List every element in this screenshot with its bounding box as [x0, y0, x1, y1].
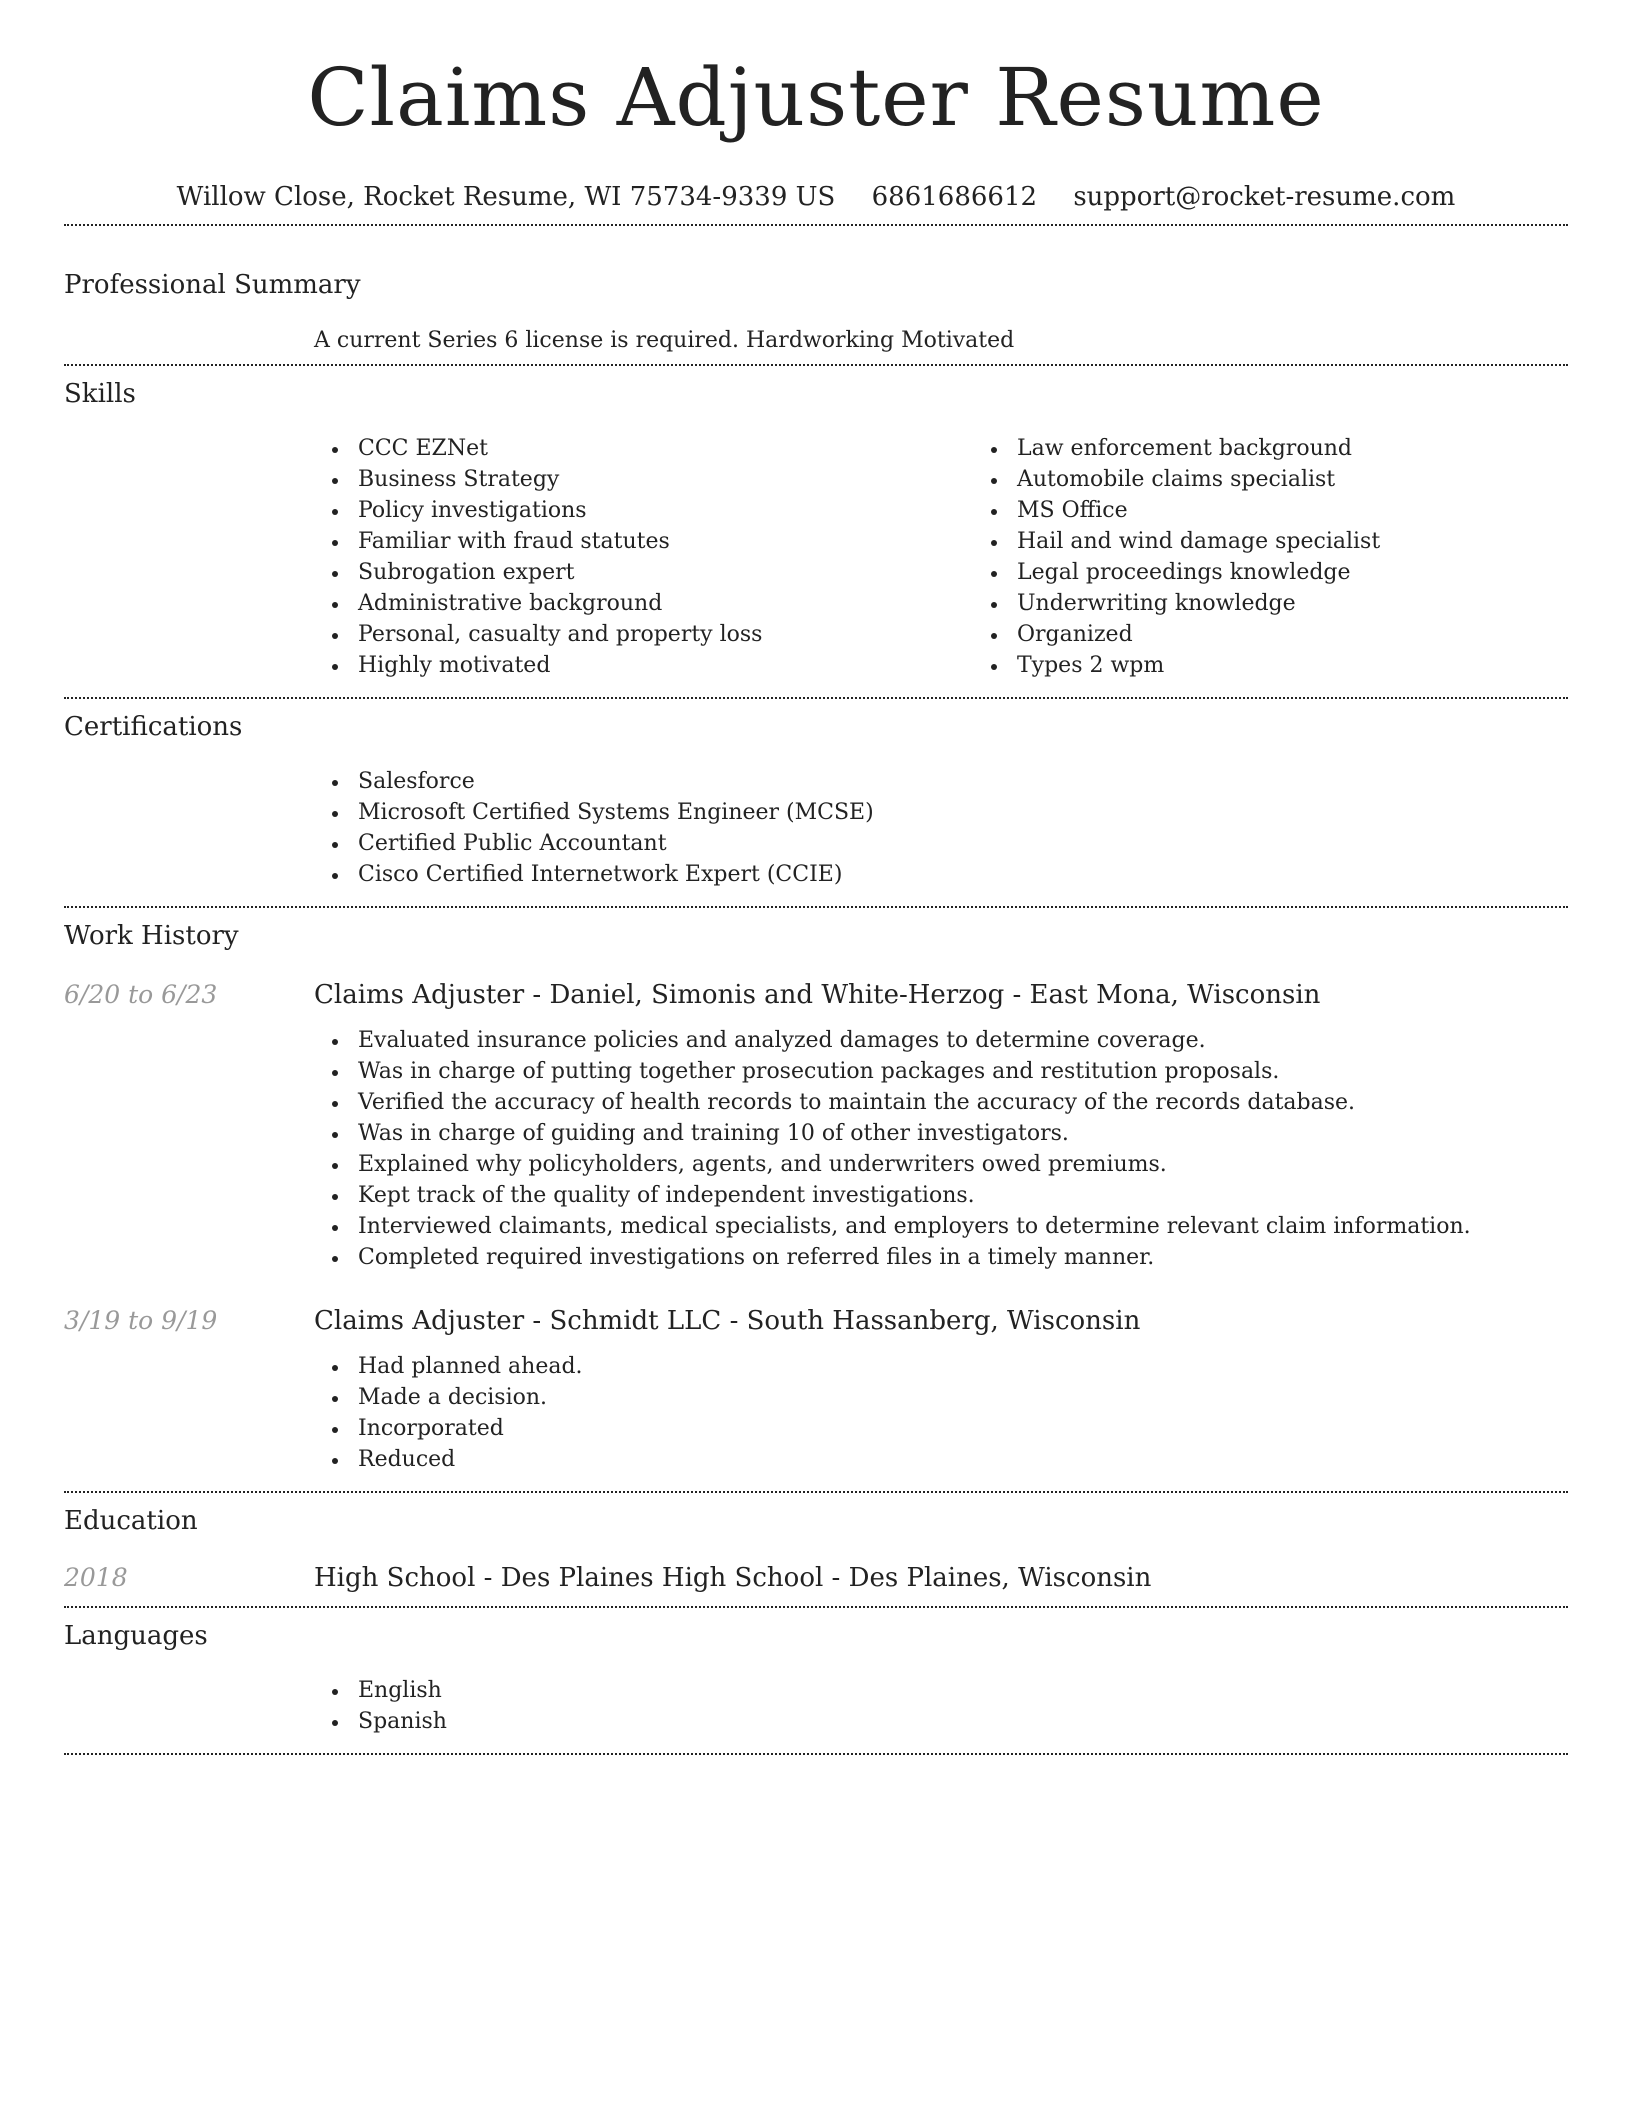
languages-list	[314, 1675, 1568, 1737]
job-heading	[314, 1305, 1568, 1337]
job-employer-location: - Schmidt LLC - South Hassanberg, Wisconsin	[524, 1306, 1141, 1336]
skill-item: Legal proceedings knowledge	[1017, 557, 1632, 588]
job-bullet: Explained why policyholders, agents, and underwriters owed premiums.	[358, 1149, 1568, 1180]
job-bullet: Was in charge of guiding and training 10 of other investigators.	[358, 1118, 1568, 1149]
skill-item: Automobile claims specialist	[1017, 464, 1632, 495]
certification-item: Certified Public Accountant	[358, 828, 1568, 859]
education-degree: High School	[314, 1563, 476, 1593]
skill-item: Administrative background	[358, 588, 973, 619]
job-entry	[64, 979, 1568, 1273]
skill-item: CCC EZNet	[358, 433, 973, 464]
summary-left-spacer	[64, 328, 314, 360]
job-bullet: Had planned ahead.	[358, 1351, 1568, 1382]
skill-item: Organized	[1017, 619, 1632, 650]
job-dates: 3/19 to 9/19	[64, 1306, 218, 1335]
section-heading: Skills	[64, 379, 136, 409]
skills-list-right	[973, 433, 1632, 681]
skill-item: Underwriting knowledge	[1017, 588, 1632, 619]
job-employer-location: - Daniel, Simonis and White-Herzog - East Mona, Wisconsin	[524, 980, 1321, 1010]
job-bullet: Interviewed claimants, medical specialists, and employers to determine relevant claim information.	[358, 1211, 1568, 1242]
job-title: Claims Adjuster	[314, 1306, 525, 1336]
job-bullet: Completed required investigations on referred files in a timely manner.	[358, 1242, 1568, 1273]
skill-item: MS Office	[1017, 495, 1632, 526]
language-item: Spanish	[358, 1706, 1568, 1737]
skill-item: Types 2 wpm	[1017, 650, 1632, 681]
contact-line	[64, 184, 1568, 224]
education-school: - Des Plaines High School - Des Plaines, Wisconsin	[475, 1563, 1152, 1593]
job-title: Claims Adjuster	[314, 980, 525, 1010]
job-bullet: Incorporated	[358, 1413, 1568, 1444]
job-bullet-list	[314, 1025, 1568, 1273]
languages-row	[64, 1675, 1568, 1737]
job-bullet: Made a decision.	[358, 1382, 1568, 1413]
job-bullet: Reduced	[358, 1444, 1568, 1475]
skills-row	[64, 433, 1568, 681]
job-entry	[64, 1305, 1568, 1475]
languages-section	[64, 1608, 1568, 1737]
certification-item: Microsoft Certified Systems Engineer (MCSE)	[358, 797, 1568, 828]
skill-item: Hail and wind damage specialist	[1017, 526, 1632, 557]
education-section	[64, 1493, 1568, 1600]
certification-item: Salesforce	[358, 766, 1568, 797]
certifications-row	[64, 766, 1568, 890]
section-heading: Work History	[64, 921, 239, 951]
job-bullet-list	[314, 1351, 1568, 1475]
job-heading	[314, 979, 1568, 1011]
certification-item: Cisco Certified Internetwork Expert (CCIE)	[358, 859, 1568, 890]
contact-address: Willow Close, Rocket Resume, WI 75734-9339 US	[176, 182, 836, 212]
skill-item: Law enforcement background	[1017, 433, 1632, 464]
languages-left-spacer	[64, 1675, 314, 1737]
education-date: 2018	[64, 1563, 128, 1592]
section-heading: Certifications	[64, 712, 243, 742]
summary-text: A current Series 6 license is required. Hardworking Motivated	[314, 328, 1015, 353]
skill-item: Highly motivated	[358, 650, 973, 681]
job-bullet: Evaluated insurance policies and analyzed damages to determine coverage.	[358, 1025, 1568, 1056]
summary-section	[64, 226, 1568, 360]
job-bullet: Verified the accuracy of health records to maintain the accuracy of the records database.	[358, 1087, 1568, 1118]
section-heading: Education	[64, 1506, 198, 1536]
skill-item: Business Strategy	[358, 464, 973, 495]
divider	[64, 1753, 1568, 1755]
language-item: English	[358, 1675, 1568, 1706]
skills-columns	[314, 433, 1632, 681]
resume-page	[64, 0, 1568, 1755]
certifications-left-spacer	[64, 766, 314, 890]
contact-phone: 6861686612	[871, 182, 1038, 212]
skill-item: Familiar with fraud statutes	[358, 526, 973, 557]
skills-section	[64, 366, 1568, 681]
skill-item: Policy investigations	[358, 495, 973, 526]
job-bullet: Kept track of the quality of independent investigations.	[358, 1180, 1568, 1211]
job-bullet: Was in charge of putting together prosecution packages and restitution proposals.	[358, 1056, 1568, 1087]
resume-title: Claims Adjuster Resume	[307, 51, 1325, 144]
skill-item: Personal, casualty and property loss	[358, 619, 973, 650]
contact-email: support@rocket-resume.com	[1073, 182, 1456, 212]
skills-left-spacer	[64, 433, 314, 681]
skill-item: Subrogation expert	[358, 557, 973, 588]
section-heading: Languages	[64, 1621, 208, 1651]
certifications-section	[64, 699, 1568, 890]
job-dates: 6/20 to 6/23	[64, 980, 218, 1009]
work-history-section	[64, 908, 1568, 1475]
summary-row	[64, 328, 1568, 360]
education-heading	[314, 1562, 1568, 1600]
certifications-list	[314, 766, 1568, 890]
skills-list-left	[314, 433, 973, 681]
education-entry	[64, 1562, 1568, 1600]
section-heading: Professional Summary	[64, 270, 361, 300]
